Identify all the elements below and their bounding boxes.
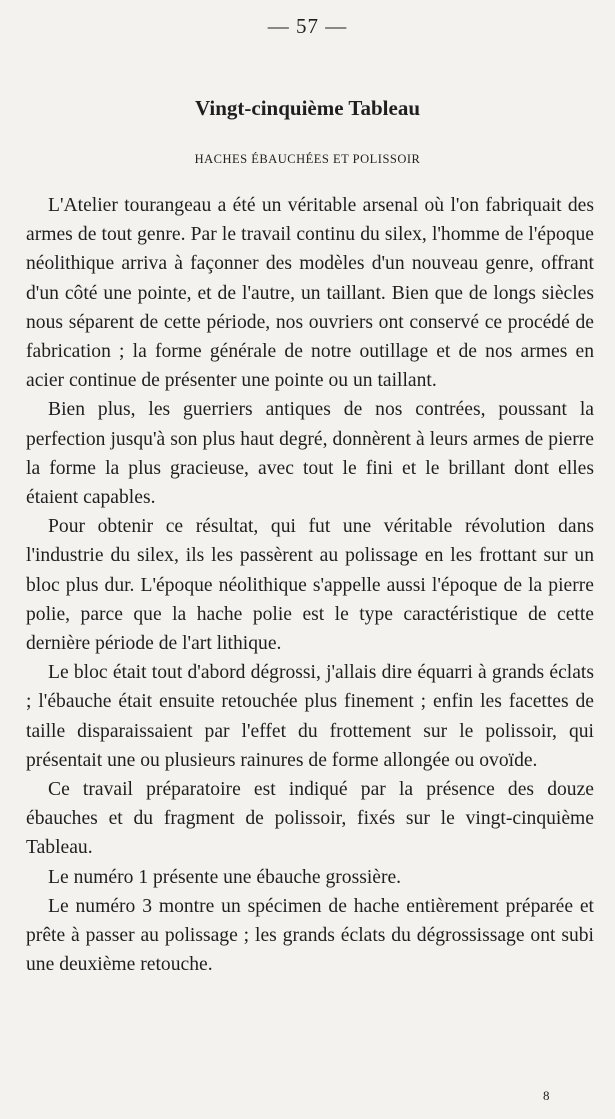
paragraph: Ce travail préparatoire est indiqué par la présence des douze ébauches et du fragment de polissoir, fixés sur le vingt-cinquième Tableau. [26, 779, 594, 859]
paragraph: Pour obtenir ce résultat, qui fut une véritable révolution dans l'industrie du silex, ils les passèrent au polissage en les frottant sur un bloc plus dur. L'époque néolithique s'appelle aussi l'époque de la pierre polie, parce que la hache polie est le type caractéristique de cette dernière période de l'art lithique. [26, 516, 594, 655]
paragraph: Le numéro 3 montre un spécimen de hache entièrement préparée et prête à passer au polissage ; les grands éclats du dégrossissage ont subi une deuxième retouche. [26, 895, 594, 976]
section-subtitle: HACHES ÉBAUCHÉES ET POLISSOIR [194, 152, 421, 166]
signature-mark: 8 [543, 1088, 550, 1103]
page-number: — 57 — [267, 14, 348, 38]
body-text [26, 191, 594, 979]
section-title: Vingt-cinquième Tableau [194, 96, 420, 120]
paragraph: Le numéro 1 présente une ébauche grossière. [48, 866, 402, 888]
paragraph: Le bloc était tout d'abord dégrossi, j'allais dire équarri à grands éclats ; l'ébauche était ensuite retouchée plus finement ; enfin les facettes de taille disparaissaient par l'effet du frottement sur le polissoir, qui présentait une ou plusieurs rainures de forme allongée ou ovoïde. [26, 662, 594, 771]
paragraph: Bien plus, les guerriers antiques de nos contrées, poussant la perfection jusqu'à son plus haut degré, donnèrent à leurs armes de pierre la forme la plus gracieuse, avec tout le fini et le brillant dont elles étaient capables. [26, 399, 594, 509]
paragraph: L'Atelier tourangeau a été un véritable arsenal où l'on fabriquait des armes de tout genre. Par le travail continu du silex, l'homme de l'époque néolithique arriva à façonner des modèles d'un nouveau genre, offrant d'un côté une pointe, et de l'autre, un taillant. Bien que de longs siècles nous séparent de cette période, nos ouvriers ont conservé ce procédé de fabrication ; la forme générale de notre outillage et de nos armes en acier continue de présenter une pointe ou un taillant. [26, 195, 594, 392]
